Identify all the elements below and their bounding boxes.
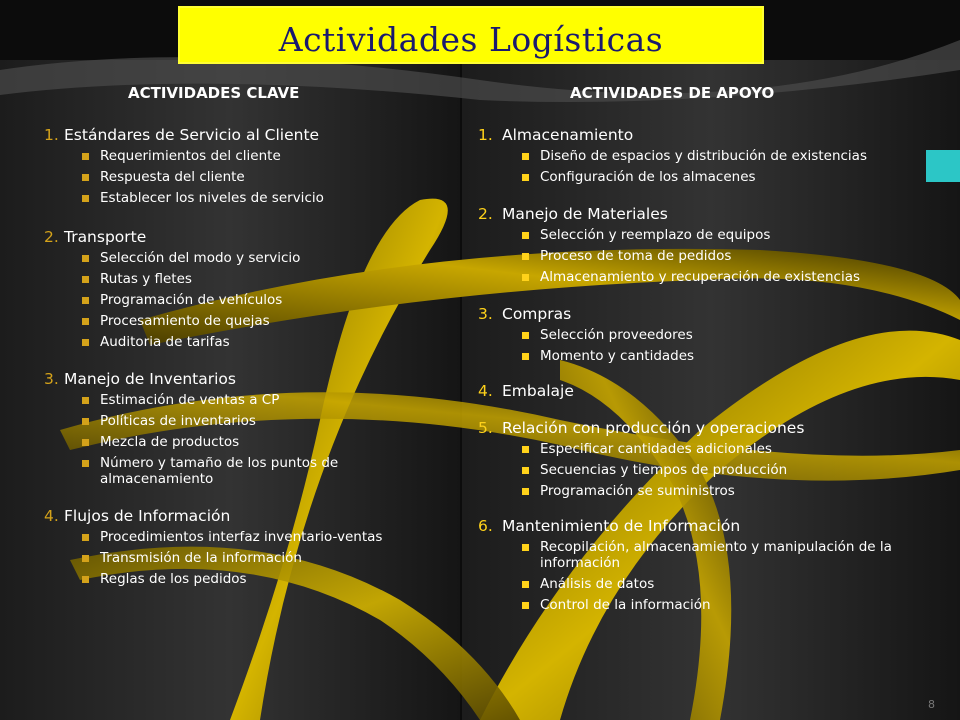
list-item (44, 571, 454, 587)
left-section (44, 228, 454, 350)
section-number: 5. (478, 419, 493, 437)
square-bullet-icon (82, 576, 89, 583)
list-item (44, 292, 454, 308)
right-section (478, 517, 928, 613)
section-title (478, 517, 928, 536)
right-section (478, 205, 928, 285)
list-item (44, 529, 454, 545)
list-item (44, 190, 454, 206)
section-title-text: Relación con producción y operaciones (502, 419, 805, 437)
left-column-heading: ACTIVIDADES CLAVE (128, 84, 300, 102)
section-title (478, 382, 928, 401)
left-section (44, 370, 454, 487)
left-section (44, 507, 454, 587)
bullet-list (44, 250, 454, 350)
list-item (44, 434, 454, 450)
square-bullet-icon (82, 418, 89, 425)
list-item-text: Secuencias y tiempos de producción (540, 462, 788, 478)
square-bullet-icon (82, 276, 89, 283)
list-item-text: Almacenamiento y recuperación de existencias (540, 269, 861, 285)
square-bullet-icon (522, 353, 529, 360)
list-item-text: Transmisión de la información (100, 550, 302, 566)
key-activities-column (44, 126, 454, 592)
square-bullet-icon (522, 488, 529, 495)
right-column-heading: ACTIVIDADES DE APOYO (570, 84, 775, 102)
list-item-text: Selección y reemplazo de equipos (540, 227, 771, 243)
list-item (478, 169, 928, 185)
square-bullet-icon (522, 544, 529, 551)
section-number: 4. (44, 507, 59, 525)
right-section (478, 419, 928, 499)
list-item (44, 413, 454, 429)
list-item-text: Programación se suministros (540, 483, 735, 499)
list-item-text: Control de la información (540, 597, 711, 613)
left-section (44, 126, 454, 206)
list-item-text: Recopilación, almacenamiento y manipulación de la información (540, 539, 892, 571)
square-bullet-icon (522, 467, 529, 474)
square-bullet-icon (522, 581, 529, 588)
square-bullet-icon (82, 297, 89, 304)
square-bullet-icon (82, 439, 89, 446)
section-title (44, 507, 454, 526)
bullet-list (44, 148, 454, 206)
page-number: 8 (928, 698, 935, 711)
section-title (44, 126, 454, 145)
square-bullet-icon (82, 397, 89, 404)
section-title-text: Embalaje (502, 382, 574, 400)
square-bullet-icon (82, 339, 89, 346)
section-title (478, 419, 928, 438)
section-title (478, 126, 928, 145)
list-item (44, 169, 454, 185)
list-item-text: Selección proveedores (540, 327, 693, 343)
list-item (44, 148, 454, 164)
bullet-list (44, 529, 454, 587)
list-item (478, 597, 928, 613)
section-title-text: Almacenamiento (502, 126, 634, 144)
list-item-text: Estimación de ventas a CP (100, 392, 280, 408)
bullet-list (478, 148, 928, 185)
section-title-text: Estándares de Servicio al Cliente (64, 126, 320, 144)
bullet-list (478, 441, 928, 499)
list-item-text: Mezcla de productos (100, 434, 240, 450)
square-bullet-icon (82, 460, 89, 467)
title-banner (178, 6, 764, 64)
list-item-text: Auditoria de tarifas (100, 334, 230, 350)
section-title (478, 205, 928, 224)
section-title-text: Mantenimiento de Información (502, 517, 741, 535)
section-number: 2. (44, 228, 59, 246)
section-number: 3. (44, 370, 59, 388)
square-bullet-icon (82, 153, 89, 160)
section-title-text: Manejo de Inventarios (64, 370, 236, 388)
list-item-text: Programación de vehículos (100, 292, 283, 308)
list-item (478, 248, 928, 264)
list-item (478, 269, 928, 285)
square-bullet-icon (522, 232, 529, 239)
list-item (44, 313, 454, 329)
section-title-text: Flujos de Información (64, 507, 231, 525)
section-title (44, 370, 454, 389)
bullet-list (44, 392, 454, 487)
section-number: 1. (478, 126, 493, 144)
list-item (44, 550, 454, 566)
square-bullet-icon (82, 534, 89, 541)
section-number: 2. (478, 205, 493, 223)
list-item (44, 455, 454, 487)
list-item (44, 250, 454, 266)
right-section (478, 382, 928, 401)
square-bullet-icon (522, 602, 529, 609)
list-item-text: Especificar cantidades adicionales (540, 441, 772, 457)
section-title (44, 228, 454, 247)
list-item-text: Proceso de toma de pedidos (540, 248, 732, 264)
slide-title: Actividades Logísticas (278, 20, 664, 59)
square-bullet-icon (82, 255, 89, 262)
square-bullet-icon (82, 174, 89, 181)
list-item (478, 148, 928, 164)
list-item (44, 392, 454, 408)
square-bullet-icon (522, 153, 529, 160)
bullet-list (478, 227, 928, 285)
list-item (44, 334, 454, 350)
list-item (478, 348, 928, 364)
right-section (478, 305, 928, 364)
section-title-text: Manejo de Materiales (502, 205, 668, 223)
list-item (478, 462, 928, 478)
square-bullet-icon (82, 318, 89, 325)
list-item (478, 576, 928, 592)
list-item-text: Número y tamaño de los puntos de almacenamiento (100, 455, 339, 487)
bullet-list (478, 327, 928, 364)
list-item-text: Procesamiento de quejas (100, 313, 270, 329)
bullet-list (478, 539, 928, 613)
support-activities-column (478, 126, 928, 618)
list-item-text: Establecer los niveles de servicio (100, 190, 324, 206)
list-item (478, 483, 928, 499)
list-item-text: Rutas y fletes (100, 271, 192, 287)
section-title-text: Compras (502, 305, 572, 323)
list-item (478, 441, 928, 457)
list-item-text: Configuración de los almacenes (540, 169, 756, 185)
square-bullet-icon (522, 446, 529, 453)
section-number: 3. (478, 305, 493, 323)
square-bullet-icon (522, 332, 529, 339)
list-item (478, 327, 928, 343)
list-item-text: Selección del modo y servicio (100, 250, 301, 266)
list-item-text: Reglas de los pedidos (100, 571, 247, 587)
section-title (478, 305, 928, 324)
list-item-text: Respuesta del cliente (100, 169, 245, 185)
section-number: 1. (44, 126, 59, 144)
list-item-text: Diseño de espacios y distribución de existencias (540, 148, 867, 164)
list-item-text: Momento y cantidades (540, 348, 695, 364)
right-section (478, 126, 928, 185)
list-item-text: Requerimientos del cliente (100, 148, 281, 164)
square-bullet-icon (522, 174, 529, 181)
square-bullet-icon (82, 555, 89, 562)
section-number: 4. (478, 382, 493, 400)
list-item (44, 271, 454, 287)
list-item-text: Procedimientos interfaz inventario-ventas (100, 529, 383, 545)
section-title-text: Transporte (64, 228, 147, 246)
square-bullet-icon (522, 274, 529, 281)
list-item (478, 539, 928, 571)
list-item-text: Políticas de inventarios (100, 413, 256, 429)
section-number: 6. (478, 517, 493, 535)
list-item-text: Análisis de datos (540, 576, 655, 592)
square-bullet-icon (82, 195, 89, 202)
list-item (478, 227, 928, 243)
square-bullet-icon (522, 253, 529, 260)
